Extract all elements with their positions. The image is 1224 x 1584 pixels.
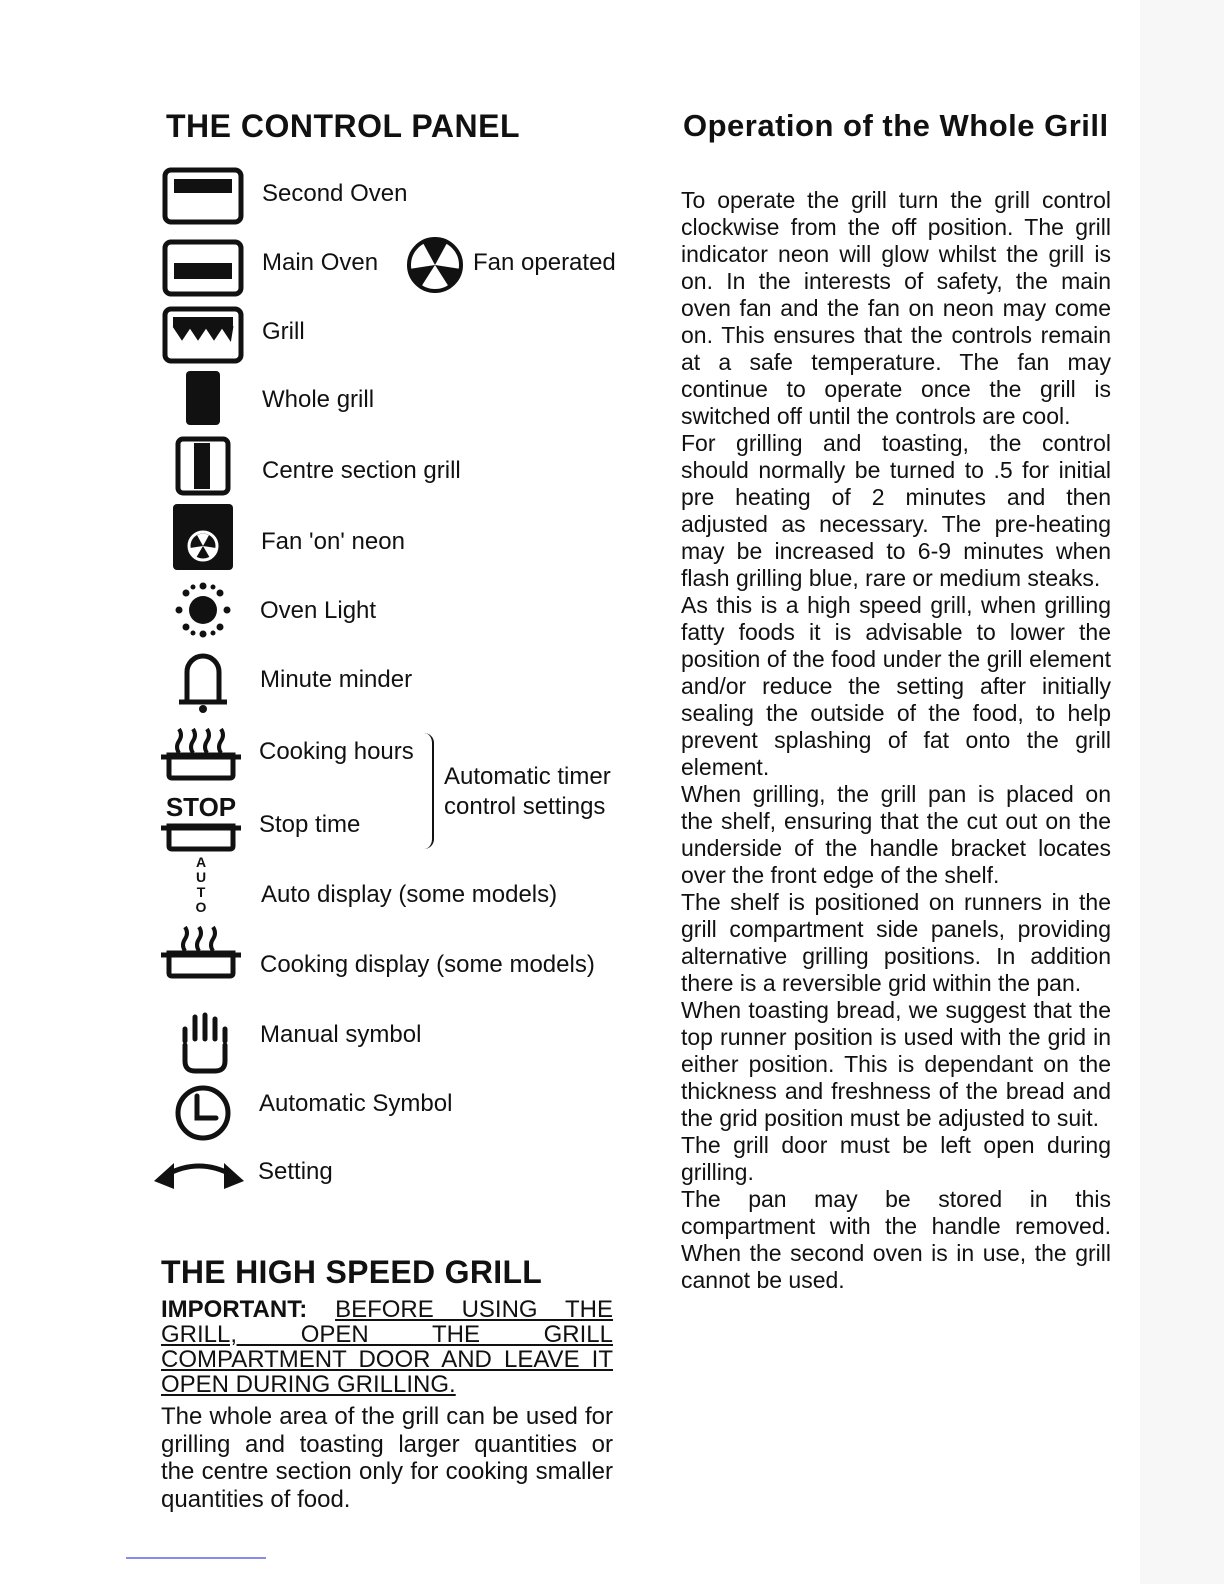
footer-rule	[126, 1557, 266, 1559]
symbol-label-minute-minder: Minute minder	[260, 666, 413, 693]
auto-icon-text: AUTO	[195, 854, 207, 915]
symbol-label-cooking-hours: Cooking hours	[259, 738, 414, 765]
page-edge-shade	[1140, 0, 1224, 1584]
timer-bracket	[418, 733, 434, 849]
oven-light-icon	[163, 577, 243, 643]
symbol-label-manual-symbol: Manual symbol	[260, 1021, 422, 1048]
symbol-label-stop-time: Stop time	[259, 811, 361, 838]
whole-grill-paragraph: The grill door must be left open during grilling.	[681, 1132, 1111, 1185]
stop-time-icon	[158, 789, 244, 853]
high-speed-grill-body: The whole area of the grill can be used for grilling and toasting larger quantities or the centre section only for cooking smaller quantities of food.	[161, 1403, 613, 1513]
symbol-label-oven-light: Oven Light	[260, 597, 377, 624]
main-oven-icon	[163, 236, 243, 300]
double-arrow-icon	[152, 1150, 246, 1200]
whole-grill-paragraph: To operate the grill turn the grill control clockwise from the off position. The grill indicator neon will glow whilst the grill is on. In the interests of safety, the main oven fan and the fan on neon may come on. This ensures that the controls remain at a safe temperature. The fan may continue to operate once the grill is switched off until the controls are cool.	[681, 187, 1111, 429]
whole-grill-paragraph: When grilling, the grill pan is placed on the shelf, ensuring that the cut out on the underside of the handle bracket locates over the front edge of the shelf.	[681, 781, 1111, 888]
centre-section-grill-icon	[163, 436, 243, 496]
whole-grill-paragraph: The pan may be stored in this compartment with the handle removed. When the second oven is in use, the grill cannot be used.	[681, 1186, 1111, 1293]
automatic-timer-note: Automatic timer control settings	[444, 763, 611, 820]
hand-icon	[163, 1010, 243, 1076]
auto-display-icon	[183, 854, 219, 916]
whole-grill-paragraph: The shelf is positioned on runners in the grill compartment side panels, providing alternative grilling positions. In addition there is a reversible grid within the pan.	[681, 889, 1111, 996]
whole-grill-title: Operation of the Whole Grill	[683, 108, 1109, 143]
symbol-label-centre-section-grill: Centre section grill	[262, 457, 461, 484]
fan-neon-icon	[163, 501, 243, 573]
whole-grill-icon	[163, 368, 243, 428]
symbol-label-second-oven: Second Oven	[262, 180, 408, 207]
grill-icon	[163, 303, 243, 367]
whole-grill-body	[681, 187, 1111, 1293]
symbol-label-main-oven: Main Oven	[262, 249, 379, 276]
stop-icon-text: STOP	[165, 792, 237, 822]
symbol-label-auto-display: Auto display (some models)	[261, 881, 558, 908]
symbol-label-automatic-symbol: Automatic Symbol	[259, 1090, 453, 1117]
whole-grill-paragraph: For grilling and toasting, the control should normally be turned to .5 for initial pre heating of 2 minutes and then adjusted as necessary. The pre-heating may be increased to 6-9 minutes when flash grilling blue, rare or medium steaks.	[681, 430, 1111, 591]
clock-icon	[163, 1080, 243, 1146]
fan-icon	[396, 233, 474, 297]
symbol-label-whole-grill: Whole grill	[262, 386, 375, 413]
symbol-label-grill: Grill	[262, 318, 305, 345]
whole-grill-paragraph: As this is a high speed grill, when grilling fatty foods it is advisable to lower the position of the food under the grill element and/or reduce the setting after initially sealing the outside of the food, to help prevent splashing of fat onto the grill element.	[681, 592, 1111, 780]
symbol-label-setting: Setting	[258, 1158, 333, 1185]
cooking-hours-icon	[158, 722, 244, 782]
important-notice	[161, 1297, 613, 1397]
second-oven-icon	[163, 164, 243, 228]
whole-grill-paragraph: When toasting bread, we suggest that the top runner position is used with the grid in either position. This is dependant on the thickness and freshness of the bread and the grid position must be adjusted to suit.	[681, 997, 1111, 1131]
symbol-label-fan-on-neon: Fan 'on' neon	[261, 528, 405, 555]
symbol-label-fan-operated: Fan operated	[473, 249, 616, 276]
important-text: BEFORE USING THE GRILL, OPEN THE GRILL COMPARTMENT DOOR AND LEAVE IT OPEN DURING GRILLING.	[161, 1296, 614, 1398]
important-label: IMPORTANT:	[161, 1296, 308, 1323]
high-speed-grill-title: THE HIGH SPEED GRILL	[161, 1254, 543, 1290]
control-panel-title: THE CONTROL PANEL	[166, 108, 520, 144]
bell-icon	[163, 645, 243, 715]
cooking-display-icon	[158, 920, 244, 980]
symbol-label-cooking-display: Cooking display (some models)	[260, 951, 595, 978]
